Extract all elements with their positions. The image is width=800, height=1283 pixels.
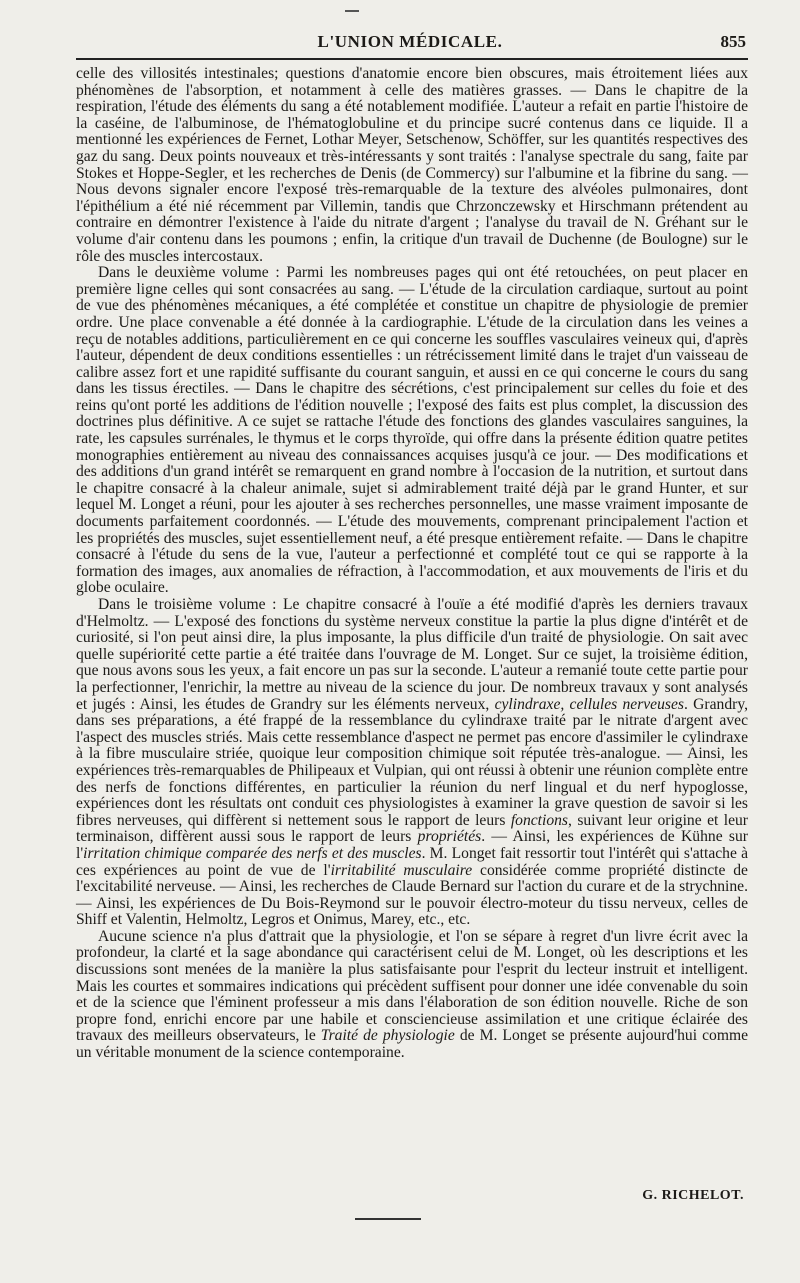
header-rule	[76, 58, 748, 60]
text-run: . — Ainsi, les expériences de Kühne sur l'	[76, 828, 748, 862]
italic-term: irritation chimique comparée des nerfs et des muscles	[83, 844, 422, 862]
text-run: celle des villosités intestinales; questions d'anatomie encore bien obscures, mais étroitement liées aux phénomènes de l'absorption, et notamment à celle des matières grasses. — Dans le chapitre de la respiration, l'étude des éléments du sang a été notablement modifiée. L'auteur a refait en partie l'histoire de la caséine, de l'albuminose, de l'hématoglobuline et du principe sucré contenus dans ce liquide. Il a mentionné les expériences de Fernet, Lothar Meyer, Setschenow, Schöffer, sur les quantités respectives des gaz du sang. Deux points nouveaux et très-intéressants y sont traités : l'analyse spectrale du sang, faite par Stokes et Hoppe-Segler, et les recherches de Denis (de Commercy) sur l'albumine et la fibrine du sang. — Nous devons signaler encore l'exposé très-remarquable de la texture des alvéoles pulmonaires, dont l'épithélium a été nié récemment par Villemin, tandis que Chrzonczewsky et Hirschmann prétendent au contraire en démontrer l'existence à l'aide du nitrate d'argent ; l'analyse du travail de N. Gréhant sur le volume d'air contenu dans les poumons ; enfin, la critique d'un travail de Duchenne (de Boulogne) sur le rôle des muscles intercostaux.	[76, 65, 748, 265]
page-header	[70, 28, 750, 58]
text-run: . Grandry, dans ses préparations, a été frappé de la ressemblance du cylindraxe traité par le nitrate d'argent avec l'aspect des muscles striés. Mais cette ressemblance d'aspect ne permet pas encore d'assimiler le cylindraxe à la fibre musculaire striée, quoique leur composition chimique soit réputée très-analogue. — Ainsi, les expériences très-remarquables de Philipeaux et Vulpian, qui ont réussi à obtenir une réunion complète entre des nerfs de fonctions différentes, en particulier la réunion du nerf lingual et du nerf hypoglosse, expériences dont les résultats ont conduit ces physiologistes à examiner la grave question de savoir si les fibres nerveuses, qui diffèrent si nettement sous le rapport de leurs	[76, 695, 748, 829]
italic-term: fonctions	[510, 811, 569, 829]
top-dash-mark	[345, 10, 359, 12]
paragraph-conclusion	[76, 929, 748, 1062]
text-run: Dans le troisième volume : Le chapitre consacré à l'ouïe a été modifié d'après les derniers travaux d'Helmoltz. — L'exposé des fonctions du système nerveux constitue la partie la plus digne d'intérêt et de curiosité, si l'on peut ainsi dire, la plus imposante, la plus difficile d'un traité de physiologie. On sait avec quelle supériorité cette partie a été traitée dans l'ouvrage de M. Longet. Sur ce sujet, la troisième édition, que nous avons sous les yeux, a fait encore un pas sur la seconde. L'auteur a remanié toute cette partie pour la perfectionner, l'enrichir, la mettre au niveau de la science du jour. De nombreux travaux y sont analysés et jugés : Ainsi, les études de Grandry sur les éléments nerveux,	[76, 596, 748, 713]
running-title: L'UNION MÉDICALE.	[317, 32, 503, 51]
article-body	[76, 66, 748, 1062]
paragraph-third-volume	[76, 597, 748, 929]
text-run: de M. Longet se présente aujourd'hui comme un véritable monument de la science contemporaine.	[76, 1027, 749, 1062]
end-rule	[355, 1218, 421, 1220]
author-signature: G. RICHELOT.	[642, 1188, 744, 1203]
text-run: considérée comme propriété distincte de l'excitabilité nerveuse. — Ainsi, les recherches de Claude Bernard sur l'action du curare et de la strychnine. — Ainsi, les expériences de Du Bois-Reymond sur le pouvoir électro-moteur du tissu nerveux, celles de Shiff et Valentin, Helmoltz, Legros et Onimus, Marey, etc., etc.	[76, 861, 748, 929]
italic-term: propriétés	[417, 828, 482, 846]
text-run: , suivant leur origine et leur terminaison, diffèrent aussi sous le rapport de leurs	[76, 811, 748, 846]
italic-term: Traité de physiologie	[320, 1027, 455, 1045]
text-run: Dans le deuxième volume : Parmi les nombreuses pages qui ont été retouchées, on peut placer en première ligne celles qui sont consacrées au sang. — L'étude de la circulation cardiaque, surtout au point de vue des phénomènes mécaniques, a été complétée et constitue un chapitre de physiologie de premier ordre. Une place convenable a été donnée à la cardiographie. L'étude de la circulation dans les veines a reçu de notables additions, particulièrement en ce qui concerne les souffles vasculaires veineux qui, d'après l'auteur, dépendent de deux conditions essentielles : un rétrécissement limité dans le trajet d'un vaisseau de calibre assez fort et une rapidité suffisante du courant sanguin, et aussi en ce qui concerne le cours du sang dans les tissus érectiles. — Dans le chapitre des sécrétions, c'est principalement sur celles du foie et des reins qu'ont porté les additions de l'édition nouvelle ; l'exposé des faits est plus complet, la discussion des doctrines plus définitive. A ce sujet se rattache l'étude des fonctions des glandes vasculaires sanguines, la rate, les capsules surrénales, le thymus et le corps thyroïde, qui offre dans la présente édition quatre petites monographies entièrement au niveau des connaissances acquises jusqu'à ce jour. — Des modifications et des additions d'un grand intérêt se remarquent en grand nombre à l'occasion de la nutrition, et surtout dans le chapitre consacré à la chaleur animale, sujet si admirablement traité déjà par le grand Hunter, et sur lequel M. Longet a réuni, pour les ajouter à ses recherches personnelles, une masse vraiment imposante de documents parfaitement coordonnés. — L'étude des mouvements, comprenant principalement l'action et les propriétés des muscles, sujet essentiellement neuf, a été presque entièrement refaite. — Dans le chapitre consacré à l'étude du sens de la vue, l'auteur a perfectionné et complété tout ce qui se rapporte à la formation des images, aux anomalies de réfraction, à l'accommodation, et aux mouvements de l'iris et du globe oculaire.	[76, 264, 748, 597]
text-run: . M. Longet fait ressortir tout l'intérêt qui s'attache à ces expériences au point de vue de l'	[76, 844, 748, 879]
paragraph-respiration	[76, 66, 748, 265]
text-run: Aucune science n'a plus d'attrait que la physiologie, et l'on se sépare à regret d'un livre écrit avec la profondeur, la clarté et la sage abondance qui caractérisent celui de M. Longet, où les descriptions et les discussions sont menées de la manière la plus satisfaisante pour l'esprit du lecteur instruit et intelligent. Mais les courtes et sommaires indications qui précèdent suffisent pour donner une idée convenable du soin et de la science que l'éminent professeur a mis dans l'élaboration de son édition nouvelle. Riche de son propre fond, enrichi encore par une habile et consciencieuse assimilation et une critique éclairée des travaux des meilleurs observateurs, le	[76, 927, 748, 1045]
italic-term: cylindraxe, cellules nerveuses	[494, 695, 684, 713]
paragraph-second-volume	[76, 265, 748, 597]
italic-term: irritabilité musculaire	[330, 861, 473, 879]
page-number: 855	[720, 32, 746, 51]
